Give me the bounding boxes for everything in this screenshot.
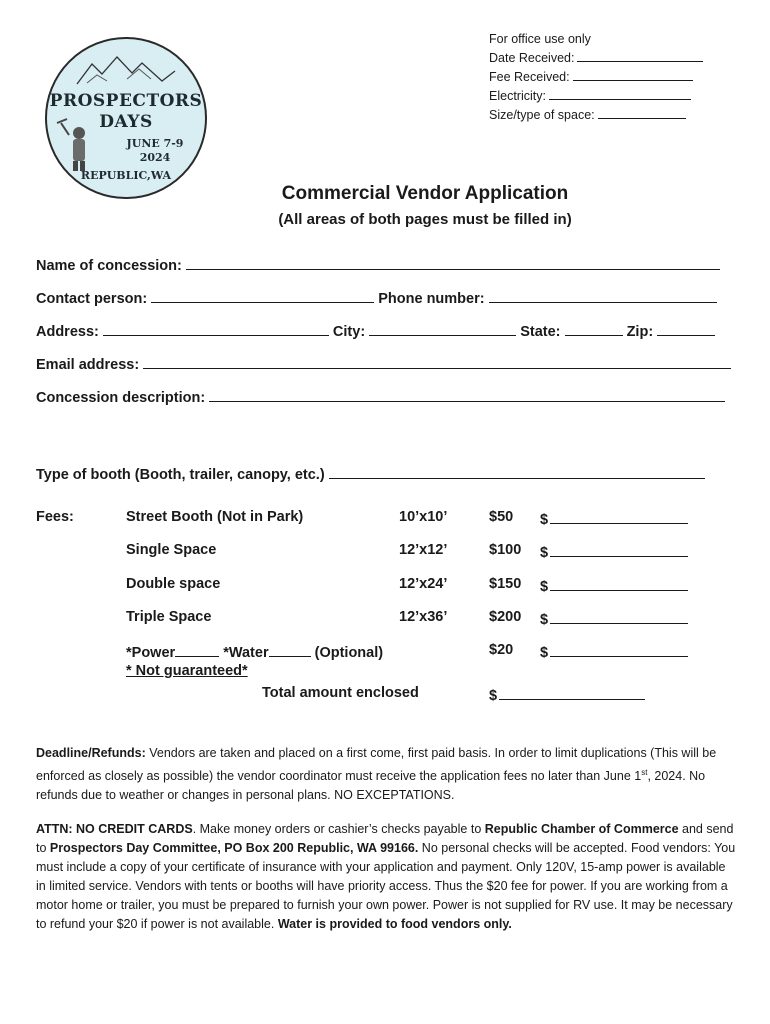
logo-title: PROSPECTORS <box>49 91 203 111</box>
concession-description-field[interactable]: Concession description: <box>36 387 725 406</box>
fee-name: Double space <box>126 576 221 592</box>
not-guaranteed-note: * Not guaranteed* <box>126 663 248 679</box>
office-electricity[interactable]: Electricity: <box>489 87 703 106</box>
fee-price: $100 <box>489 542 522 558</box>
office-use-box <box>489 30 703 125</box>
page-subtitle: (All areas of both pages must be filled in) <box>278 211 572 228</box>
fee-size: 10’x10’ <box>399 509 448 525</box>
city-blank[interactable] <box>369 321 516 336</box>
optional-amount-field[interactable]: $ <box>540 642 688 661</box>
prospectors-days-logo <box>45 37 207 199</box>
office-date-received[interactable]: Date Received: <box>489 49 703 68</box>
name-of-concession-field[interactable]: Name of concession: <box>36 255 720 274</box>
total-amount-field[interactable]: $ <box>489 685 645 704</box>
address-blank[interactable] <box>103 321 329 336</box>
fees-label: Fees: <box>36 509 74 525</box>
fee-amount-field[interactable]: $ <box>540 576 688 595</box>
attn-heading: ATTN: NO CREDIT CARDS <box>36 822 193 836</box>
water-blank[interactable] <box>269 642 311 657</box>
attn-paragraph: ATTN: NO CREDIT CARDS. Make money orders or cashier’s checks payable to Republic Chamber of Commerce and send to Prospectors Day Committee, PO Box 200 Republic, WA 99166. No personal checks will be accepted. Food vendors: You must include a copy of your certificate of insurance with your application and payment. Only 120V, 15-amp power is available in limited service. Vendors with tents or booths will have priority access. Thus the $20 fee for power. If you are working from a motor home or trailer, you must be prepared to furnish your own power. Power is not supplied for RV use. It may be necessary to refund your $20 if power is not available. Water is provided to food vendors only. <box>36 822 736 931</box>
address-row[interactable]: Address: City: State: Zip: <box>36 321 715 340</box>
phone-number-blank[interactable] <box>489 288 717 303</box>
zip-blank[interactable] <box>657 321 715 336</box>
total-label: Total amount enclosed <box>262 685 419 701</box>
office-size-type[interactable]: Size/type of space: <box>489 106 703 125</box>
contact-person-blank[interactable] <box>151 288 374 303</box>
page-title: Commercial Vendor Application <box>281 183 569 204</box>
fee-amount-field[interactable]: $ <box>540 509 688 528</box>
power-water-options[interactable]: *Power *Water (Optional) <box>126 642 383 661</box>
contact-phone-row[interactable]: Contact person: Phone number: <box>36 288 717 307</box>
office-fee-received[interactable]: Fee Received: <box>489 68 703 87</box>
fee-amount-field[interactable]: $ <box>540 609 688 628</box>
fee-price: $200 <box>489 609 522 625</box>
state-blank[interactable] <box>565 321 623 336</box>
fee-name: Triple Space <box>126 609 212 625</box>
logo-place: REPUBLIC,WA <box>80 169 172 182</box>
logo-date: JUNE 7-9 <box>126 137 184 150</box>
fee-size: 12’x24’ <box>399 576 448 592</box>
fee-amount-field[interactable]: $ <box>540 542 688 561</box>
logo-title-days: DAYS <box>99 112 153 132</box>
deadline-heading: Deadline/Refunds: <box>36 746 146 760</box>
office-heading: For office use only <box>489 32 591 46</box>
fee-price: $150 <box>489 576 522 592</box>
power-blank[interactable] <box>175 642 219 657</box>
fee-size: 12’x12’ <box>399 542 448 558</box>
fee-name: Single Space <box>126 542 217 558</box>
fee-size: 12’x36’ <box>399 609 448 625</box>
logo-year: 2024 <box>139 151 171 164</box>
optional-price: $20 <box>489 642 514 658</box>
fee-price: $50 <box>489 509 514 525</box>
deadline-refunds-paragraph: Deadline/Refunds: Vendors are taken and placed on a first come, first paid basis. In order to limit duplications (This will be enforced as closely as possible) the vendor coordinator must receive the application fees no later than June 1st, 2024. No refunds due to weather or changes in personal plans. NO EXCEPTATIONS. <box>36 746 717 803</box>
email-address-field[interactable]: Email address: <box>36 354 731 373</box>
type-of-booth-field[interactable]: Type of booth (Booth, trailer, canopy, etc.) <box>36 464 705 483</box>
fee-name: Street Booth (Not in Park) <box>126 509 304 525</box>
